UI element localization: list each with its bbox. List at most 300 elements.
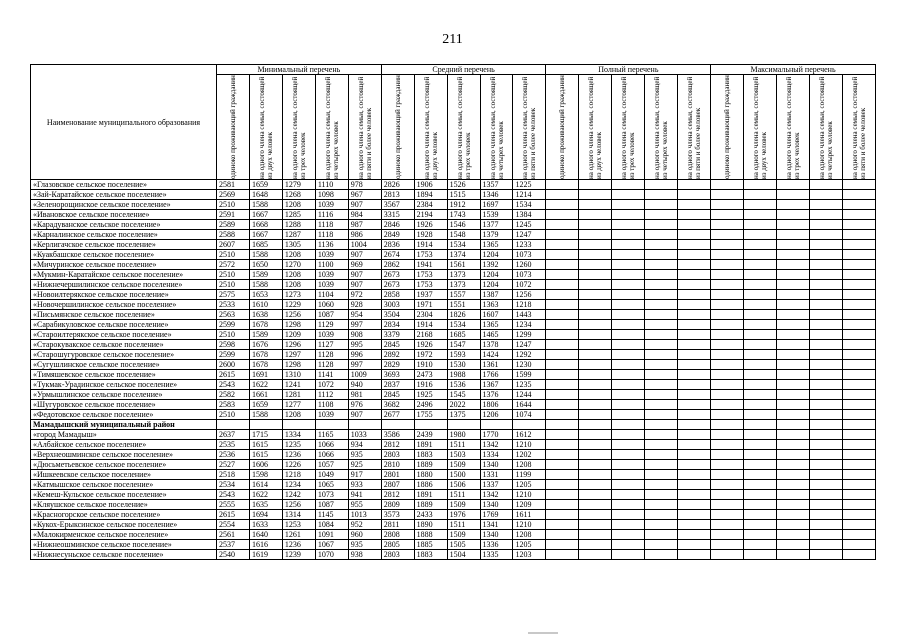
- value-cell: [711, 190, 744, 200]
- value-cell: [579, 330, 612, 340]
- value-cell: 1204: [480, 280, 513, 290]
- value-cell: [744, 520, 777, 530]
- subcolumn-header-text: на одного члена семьи, состоящей из трех человек: [455, 76, 472, 179]
- group-header: Средний перечень: [381, 65, 546, 75]
- value-cell: 3379: [381, 330, 414, 340]
- value-cell: [612, 280, 645, 290]
- value-cell: 1336: [480, 540, 513, 550]
- value-cell: [777, 190, 810, 200]
- value-cell: [777, 220, 810, 230]
- value-cell: [678, 310, 711, 320]
- value-cell: [645, 360, 678, 370]
- value-cell: [546, 350, 579, 360]
- value-cell: 1145: [315, 510, 348, 520]
- value-cell: 1766: [480, 370, 513, 380]
- municipality-name: «Зеленорощинское сельское поселение»: [31, 200, 217, 210]
- value-cell: [645, 380, 678, 390]
- municipality-name: «Старокувакское сельское поселение»: [31, 340, 217, 350]
- value-cell: 1885: [414, 540, 447, 550]
- value-cell: 1204: [480, 250, 513, 260]
- value-cell: [842, 540, 875, 550]
- value-cell: 1039: [315, 270, 348, 280]
- value-cell: [711, 400, 744, 410]
- value-cell: 2543: [217, 490, 250, 500]
- value-cell: [711, 470, 744, 480]
- value-cell: [678, 450, 711, 460]
- value-cell: [711, 500, 744, 510]
- value-cell: 1277: [282, 400, 315, 410]
- subcolumn-header: [711, 75, 744, 180]
- value-cell: [744, 410, 777, 420]
- value-cell: [645, 340, 678, 350]
- value-cell: 1743: [447, 210, 480, 220]
- value-cell: [645, 210, 678, 220]
- value-cell: [711, 250, 744, 260]
- value-cell: 1141: [315, 370, 348, 380]
- value-cell: 1039: [315, 280, 348, 290]
- value-cell: [612, 210, 645, 220]
- value-cell: 1261: [282, 530, 315, 540]
- subcolumn-header: [480, 75, 513, 180]
- value-cell: 1678: [249, 350, 282, 360]
- table-row: [31, 500, 876, 510]
- subcolumn-header: [744, 75, 777, 180]
- table-row: [31, 470, 876, 480]
- value-cell: [645, 490, 678, 500]
- value-cell: [711, 320, 744, 330]
- value-cell: [777, 330, 810, 340]
- table-row: [31, 480, 876, 490]
- value-cell: [579, 500, 612, 510]
- value-cell: 1599: [513, 370, 546, 380]
- value-cell: [645, 460, 678, 470]
- value-cell: 2510: [217, 250, 250, 260]
- value-cell: [810, 450, 843, 460]
- value-cell: 969: [348, 260, 381, 270]
- value-cell: [579, 320, 612, 330]
- value-cell: [810, 360, 843, 370]
- table-row: [31, 310, 876, 320]
- value-cell: [546, 460, 579, 470]
- value-cell: [777, 180, 810, 190]
- value-cell: [744, 370, 777, 380]
- value-cell: [678, 250, 711, 260]
- value-cell: [744, 240, 777, 250]
- value-cell: 1589: [249, 270, 282, 280]
- value-cell: [777, 470, 810, 480]
- value-cell: 1357: [480, 180, 513, 190]
- value-cell: [842, 530, 875, 540]
- value-cell: [678, 380, 711, 390]
- value-cell: [842, 230, 875, 240]
- subcolumn-header: [777, 75, 810, 180]
- value-cell: [579, 380, 612, 390]
- value-cell: 1244: [513, 390, 546, 400]
- value-cell: [678, 290, 711, 300]
- value-cell: 1755: [414, 410, 447, 420]
- value-cell: [810, 390, 843, 400]
- value-cell: [612, 420, 645, 430]
- value-cell: [645, 220, 678, 230]
- value-cell: 2510: [217, 410, 250, 420]
- value-cell: [612, 200, 645, 210]
- value-cell: 981: [348, 390, 381, 400]
- value-cell: [645, 530, 678, 540]
- value-cell: [810, 220, 843, 230]
- value-cell: [777, 300, 810, 310]
- value-cell: [612, 220, 645, 230]
- value-cell: 1361: [480, 360, 513, 370]
- municipality-name: «Ишкеевское сельское поселение»: [31, 470, 217, 480]
- subcolumn-header-text: одиноко проживающий гражданин: [393, 75, 402, 179]
- value-cell: 1013: [348, 510, 381, 520]
- value-cell: [546, 310, 579, 320]
- value-cell: 1073: [513, 270, 546, 280]
- subcolumn-header-text: одиноко проживающий гражданин: [723, 75, 732, 179]
- value-cell: [678, 340, 711, 350]
- value-cell: [546, 500, 579, 510]
- value-cell: [678, 210, 711, 220]
- value-cell: 2808: [381, 530, 414, 540]
- table-row: [31, 260, 876, 270]
- value-cell: 2837: [381, 380, 414, 390]
- table-row: [31, 180, 876, 190]
- value-cell: [612, 490, 645, 500]
- value-cell: 1268: [282, 190, 315, 200]
- value-cell: 2846: [381, 220, 414, 230]
- value-cell: [777, 550, 810, 560]
- value-cell: 996: [348, 350, 381, 360]
- value-cell: 1506: [447, 480, 480, 490]
- value-cell: 1373: [447, 280, 480, 290]
- municipality-name: «Дюсьметьевское сельское поселение»: [31, 460, 217, 470]
- value-cell: [842, 300, 875, 310]
- value-cell: 1365: [480, 320, 513, 330]
- table-row: [31, 430, 876, 440]
- table-row: [31, 340, 876, 350]
- value-cell: 2384: [414, 200, 447, 210]
- value-cell: [612, 500, 645, 510]
- value-cell: 1334: [480, 450, 513, 460]
- value-cell: 1619: [249, 550, 282, 560]
- value-cell: 1928: [414, 230, 447, 240]
- table-row: [31, 270, 876, 280]
- value-cell: [645, 260, 678, 270]
- value-cell: 2599: [217, 320, 250, 330]
- value-cell: [711, 290, 744, 300]
- municipality-name: «Письмянское сельское поселение»: [31, 310, 217, 320]
- value-cell: [810, 250, 843, 260]
- value-cell: 1384: [513, 210, 546, 220]
- value-cell: 2439: [414, 430, 447, 440]
- value-cell: 2591: [217, 210, 250, 220]
- page-number: 211: [442, 32, 463, 47]
- municipality-name: «Сугушлинское сельское поселение»: [31, 360, 217, 370]
- value-cell: [579, 210, 612, 220]
- value-cell: [744, 400, 777, 410]
- value-cell: [678, 260, 711, 270]
- value-cell: [777, 240, 810, 250]
- value-cell: [612, 320, 645, 330]
- value-cell: 1387: [480, 290, 513, 300]
- value-cell: 1678: [249, 320, 282, 330]
- value-cell: [810, 410, 843, 420]
- value-cell: [546, 550, 579, 560]
- value-cell: [842, 270, 875, 280]
- value-cell: 1236: [282, 450, 315, 460]
- value-cell: 1378: [480, 340, 513, 350]
- value-cell: 1650: [249, 260, 282, 270]
- value-cell: [744, 180, 777, 190]
- value-cell: 955: [348, 500, 381, 510]
- value-cell: 1298: [282, 320, 315, 330]
- value-cell: [678, 190, 711, 200]
- value-cell: 1912: [447, 200, 480, 210]
- value-cell: [612, 190, 645, 200]
- value-cell: 2510: [217, 280, 250, 290]
- value-cell: [744, 280, 777, 290]
- municipality-name: «Верхнеошминское сельское поселение»: [31, 450, 217, 460]
- value-cell: 1287: [282, 230, 315, 240]
- municipality-name: «Нижнеошминское сельское поселение»: [31, 540, 217, 550]
- value-cell: [546, 360, 579, 370]
- value-cell: 2496: [414, 400, 447, 410]
- value-cell: [810, 330, 843, 340]
- value-cell: 1210: [513, 520, 546, 530]
- value-cell: [678, 530, 711, 540]
- value-cell: 1753: [414, 280, 447, 290]
- value-cell: 1937: [414, 290, 447, 300]
- value-cell: [579, 420, 612, 430]
- value-cell: [842, 240, 875, 250]
- subcolumn-header: [579, 75, 612, 180]
- municipality-name: «Катмышское сельское поселение»: [31, 480, 217, 490]
- municipality-name: «Кляушское сельское поселение»: [31, 500, 217, 510]
- value-cell: [315, 420, 348, 430]
- value-cell: 976: [348, 400, 381, 410]
- subcolumn-header: [645, 75, 678, 180]
- value-cell: [678, 240, 711, 250]
- value-cell: 933: [348, 480, 381, 490]
- value-cell: [810, 300, 843, 310]
- value-cell: [842, 440, 875, 450]
- value-cell: [579, 530, 612, 540]
- subcolumn-header-text: одиноко проживающий гражданин: [558, 75, 567, 179]
- value-cell: [744, 530, 777, 540]
- value-cell: [645, 330, 678, 340]
- value-cell: 1588: [249, 200, 282, 210]
- subcolumn-header-text: на одного члена семьи, состоящей из пяти и более человек: [356, 76, 373, 179]
- table-row: [31, 220, 876, 230]
- value-cell: 925: [348, 460, 381, 470]
- value-cell: 1074: [513, 410, 546, 420]
- value-cell: [645, 190, 678, 200]
- name-column-header: Наименование муниципального образования: [31, 65, 217, 180]
- value-cell: 1551: [447, 300, 480, 310]
- value-cell: 1236: [282, 540, 315, 550]
- value-cell: [579, 290, 612, 300]
- value-cell: 2615: [217, 510, 250, 520]
- subcolumn-header: [315, 75, 348, 180]
- value-cell: [777, 310, 810, 320]
- value-cell: [612, 250, 645, 260]
- value-cell: [546, 230, 579, 240]
- value-cell: 1128: [315, 360, 348, 370]
- value-cell: 1273: [282, 290, 315, 300]
- value-cell: 1526: [447, 180, 480, 190]
- value-cell: 1253: [282, 520, 315, 530]
- value-cell: 1916: [414, 380, 447, 390]
- value-cell: 928: [348, 300, 381, 310]
- value-cell: 1340: [480, 530, 513, 540]
- value-cell: [645, 480, 678, 490]
- value-cell: [711, 180, 744, 190]
- value-cell: [842, 390, 875, 400]
- value-cell: 1926: [414, 340, 447, 350]
- value-cell: 2554: [217, 520, 250, 530]
- value-cell: [810, 400, 843, 410]
- value-cell: 1104: [315, 290, 348, 300]
- subsistence-table: [30, 64, 876, 560]
- value-cell: [579, 240, 612, 250]
- value-cell: 1112: [315, 390, 348, 400]
- value-cell: 2810: [381, 460, 414, 470]
- value-cell: [711, 300, 744, 310]
- subcolumn-header: [612, 75, 645, 180]
- value-cell: [579, 230, 612, 240]
- value-cell: [777, 340, 810, 350]
- municipality-name: «Зай-Каратайское сельское поселение»: [31, 190, 217, 200]
- value-cell: [645, 420, 678, 430]
- table-row: [31, 230, 876, 240]
- municipality-name: «город Мамадыш»: [31, 430, 217, 440]
- value-cell: [546, 440, 579, 450]
- value-cell: [678, 540, 711, 550]
- group-header: Полный перечень: [546, 65, 711, 75]
- value-cell: [842, 430, 875, 440]
- value-cell: [744, 500, 777, 510]
- value-cell: 1615: [249, 450, 282, 460]
- value-cell: 2588: [217, 230, 250, 240]
- table-row: [31, 350, 876, 360]
- value-cell: [678, 270, 711, 280]
- value-cell: 1622: [249, 380, 282, 390]
- value-cell: 2892: [381, 350, 414, 360]
- value-cell: [777, 400, 810, 410]
- value-cell: 1545: [447, 390, 480, 400]
- value-cell: 1667: [249, 210, 282, 220]
- municipality-name: «Мукмин-Каратайское сельское поселение»: [31, 270, 217, 280]
- subcolumn-header: [810, 75, 843, 180]
- table-row: [31, 400, 876, 410]
- value-cell: 1616: [249, 540, 282, 550]
- value-cell: [645, 520, 678, 530]
- value-cell: [546, 240, 579, 250]
- value-cell: [777, 250, 810, 260]
- value-cell: 1424: [480, 350, 513, 360]
- value-cell: [678, 360, 711, 370]
- value-cell: [645, 540, 678, 550]
- value-cell: [810, 520, 843, 530]
- value-cell: [777, 520, 810, 530]
- group-header: Максимальный перечень: [711, 65, 876, 75]
- value-cell: 1340: [480, 500, 513, 510]
- value-cell: [842, 210, 875, 220]
- value-cell: [810, 370, 843, 380]
- municipality-name: «Урмышлинское сельское поселение»: [31, 390, 217, 400]
- value-cell: 2673: [381, 270, 414, 280]
- value-cell: [579, 470, 612, 480]
- subcolumn-header-text: на одного члена семьи, состоящей из двух человек: [752, 76, 769, 179]
- value-cell: [842, 340, 875, 350]
- value-cell: [546, 330, 579, 340]
- value-cell: [744, 290, 777, 300]
- value-cell: 1891: [414, 490, 447, 500]
- value-cell: 1806: [480, 400, 513, 410]
- value-cell: [842, 450, 875, 460]
- value-cell: 1256: [282, 310, 315, 320]
- value-cell: [744, 190, 777, 200]
- value-cell: [842, 460, 875, 470]
- value-cell: 1256: [282, 500, 315, 510]
- value-cell: [645, 550, 678, 560]
- value-cell: 1883: [414, 450, 447, 460]
- value-cell: 1087: [315, 310, 348, 320]
- value-cell: 1685: [249, 240, 282, 250]
- value-cell: [612, 310, 645, 320]
- value-cell: [645, 370, 678, 380]
- value-cell: 1715: [249, 430, 282, 440]
- value-cell: 2600: [217, 360, 250, 370]
- value-cell: [842, 500, 875, 510]
- table-row: [31, 320, 876, 330]
- value-cell: 1678: [249, 360, 282, 370]
- value-cell: 934: [348, 440, 381, 450]
- value-cell: [777, 370, 810, 380]
- value-cell: [744, 450, 777, 460]
- value-cell: [381, 420, 414, 430]
- value-cell: 1165: [315, 430, 348, 440]
- value-cell: [546, 210, 579, 220]
- value-cell: 1648: [249, 190, 282, 200]
- value-cell: [777, 510, 810, 520]
- value-cell: 1208: [282, 410, 315, 420]
- value-cell: [711, 530, 744, 540]
- value-cell: [842, 250, 875, 260]
- value-cell: [579, 260, 612, 270]
- subcolumn-header: [217, 75, 250, 180]
- value-cell: [842, 380, 875, 390]
- subcolumn-header: [678, 75, 711, 180]
- value-cell: 1667: [249, 230, 282, 240]
- value-cell: [842, 190, 875, 200]
- value-cell: 1091: [315, 530, 348, 540]
- value-cell: [711, 230, 744, 240]
- value-cell: 1635: [249, 500, 282, 510]
- value-cell: [678, 550, 711, 560]
- value-cell: [645, 410, 678, 420]
- value-cell: 1534: [513, 200, 546, 210]
- value-cell: [678, 490, 711, 500]
- value-cell: 1611: [513, 510, 546, 520]
- value-cell: 1208: [513, 530, 546, 540]
- value-cell: 1925: [414, 390, 447, 400]
- value-cell: 2536: [217, 450, 250, 460]
- value-cell: 1769: [480, 510, 513, 520]
- value-cell: [810, 350, 843, 360]
- value-cell: 1509: [447, 500, 480, 510]
- value-cell: [842, 510, 875, 520]
